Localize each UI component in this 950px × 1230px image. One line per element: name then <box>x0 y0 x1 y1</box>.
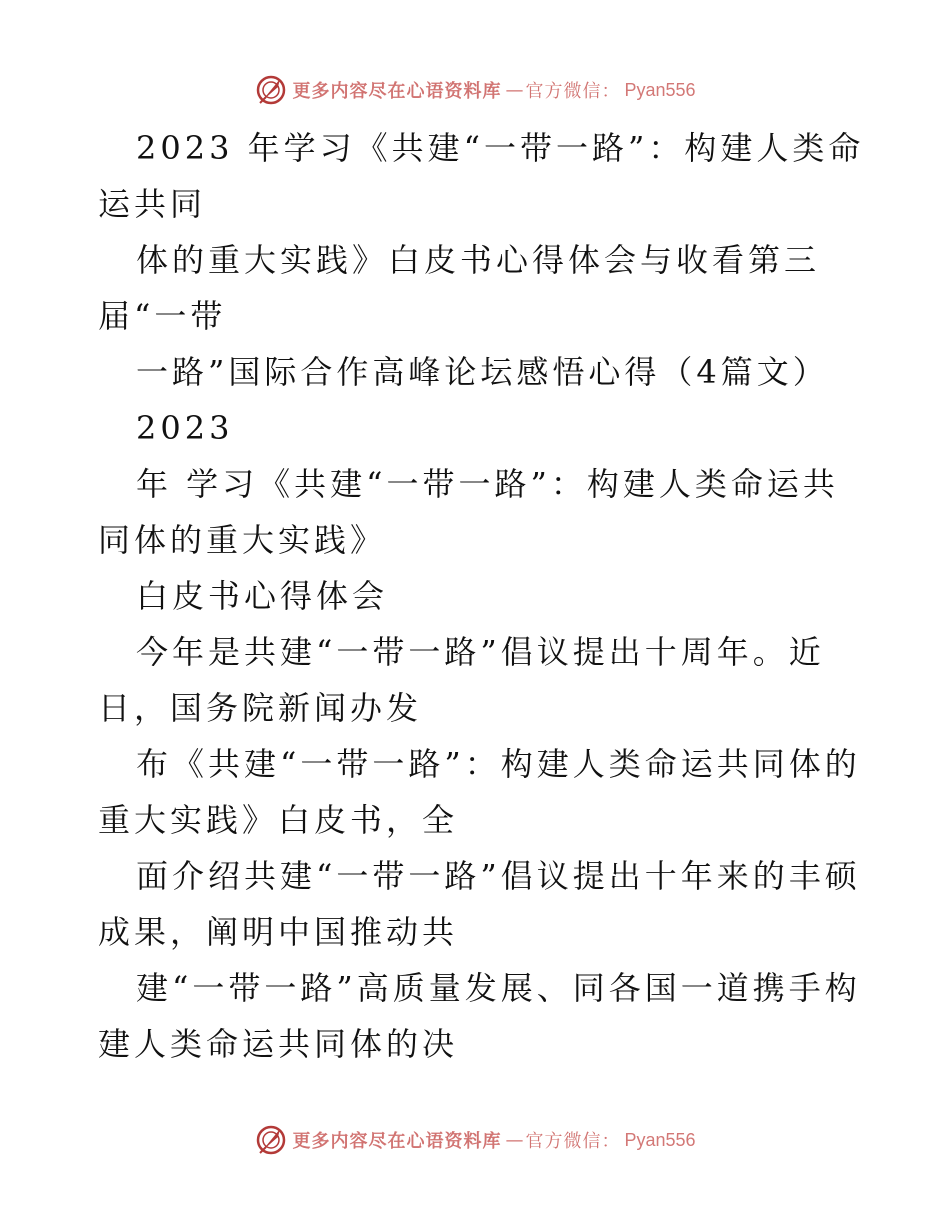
brand-dash: — <box>505 79 522 101</box>
text-line: 建“一带一路”高质量发展、同各国一道携手构 <box>136 969 861 1007</box>
text-line: 建人类命运共同体的决 <box>98 1025 459 1063</box>
text-line: 成果，阐明中国推动共 <box>98 913 459 951</box>
text-line: 一路”国际合作高峰论坛感悟心得（4篇文） <box>136 353 829 391</box>
text-line: 同体的重大实践》 <box>98 521 387 559</box>
red-quill-seal-icon <box>254 73 288 107</box>
text-line: 重大实践》白皮书，全 <box>98 801 459 839</box>
brand-wechat-label: 官方微信： <box>525 81 621 102</box>
brand-dash: — <box>505 1129 522 1151</box>
text-line: 今年是共建“一带一路”倡议提出十周年。近 <box>136 633 825 671</box>
brand-banner <box>254 73 695 107</box>
text-line: 2023 年学习《共建“一带一路”：构建人类命 <box>136 129 865 167</box>
red-quill-seal-icon <box>254 1123 288 1157</box>
text-line: 年 学习《共建“一带一路”：构建人类命运共 <box>136 465 839 503</box>
brand-wechat-handle: Pyan556 <box>624 1129 696 1150</box>
text-line: 白皮书心得体会 <box>136 577 389 615</box>
brand-wechat-label: 官方微信： <box>525 1131 621 1152</box>
brand-banner <box>254 1123 695 1157</box>
page-footer <box>0 1120 950 1160</box>
document-body <box>98 120 865 1072</box>
text-line: 体的重大实践》白皮书心得体会与收看第三 <box>136 241 821 279</box>
text-line: 面介绍共建“一带一路”倡议提出十年来的丰硕 <box>136 857 861 895</box>
brand-slogan: 更多内容尽在心语资料库 <box>292 1131 502 1152</box>
brand-wechat-handle: Pyan556 <box>624 79 696 100</box>
text-line: 届“一带 <box>98 297 227 335</box>
text-line: 运共同 <box>98 185 207 223</box>
text-line: 2023 <box>136 409 234 447</box>
text-line: 布《共建“一带一路”：构建人类命运共同体的 <box>136 745 861 783</box>
page-header <box>0 70 950 110</box>
brand-slogan: 更多内容尽在心语资料库 <box>292 81 502 102</box>
text-line: 日，国务院新闻办发 <box>98 689 423 727</box>
